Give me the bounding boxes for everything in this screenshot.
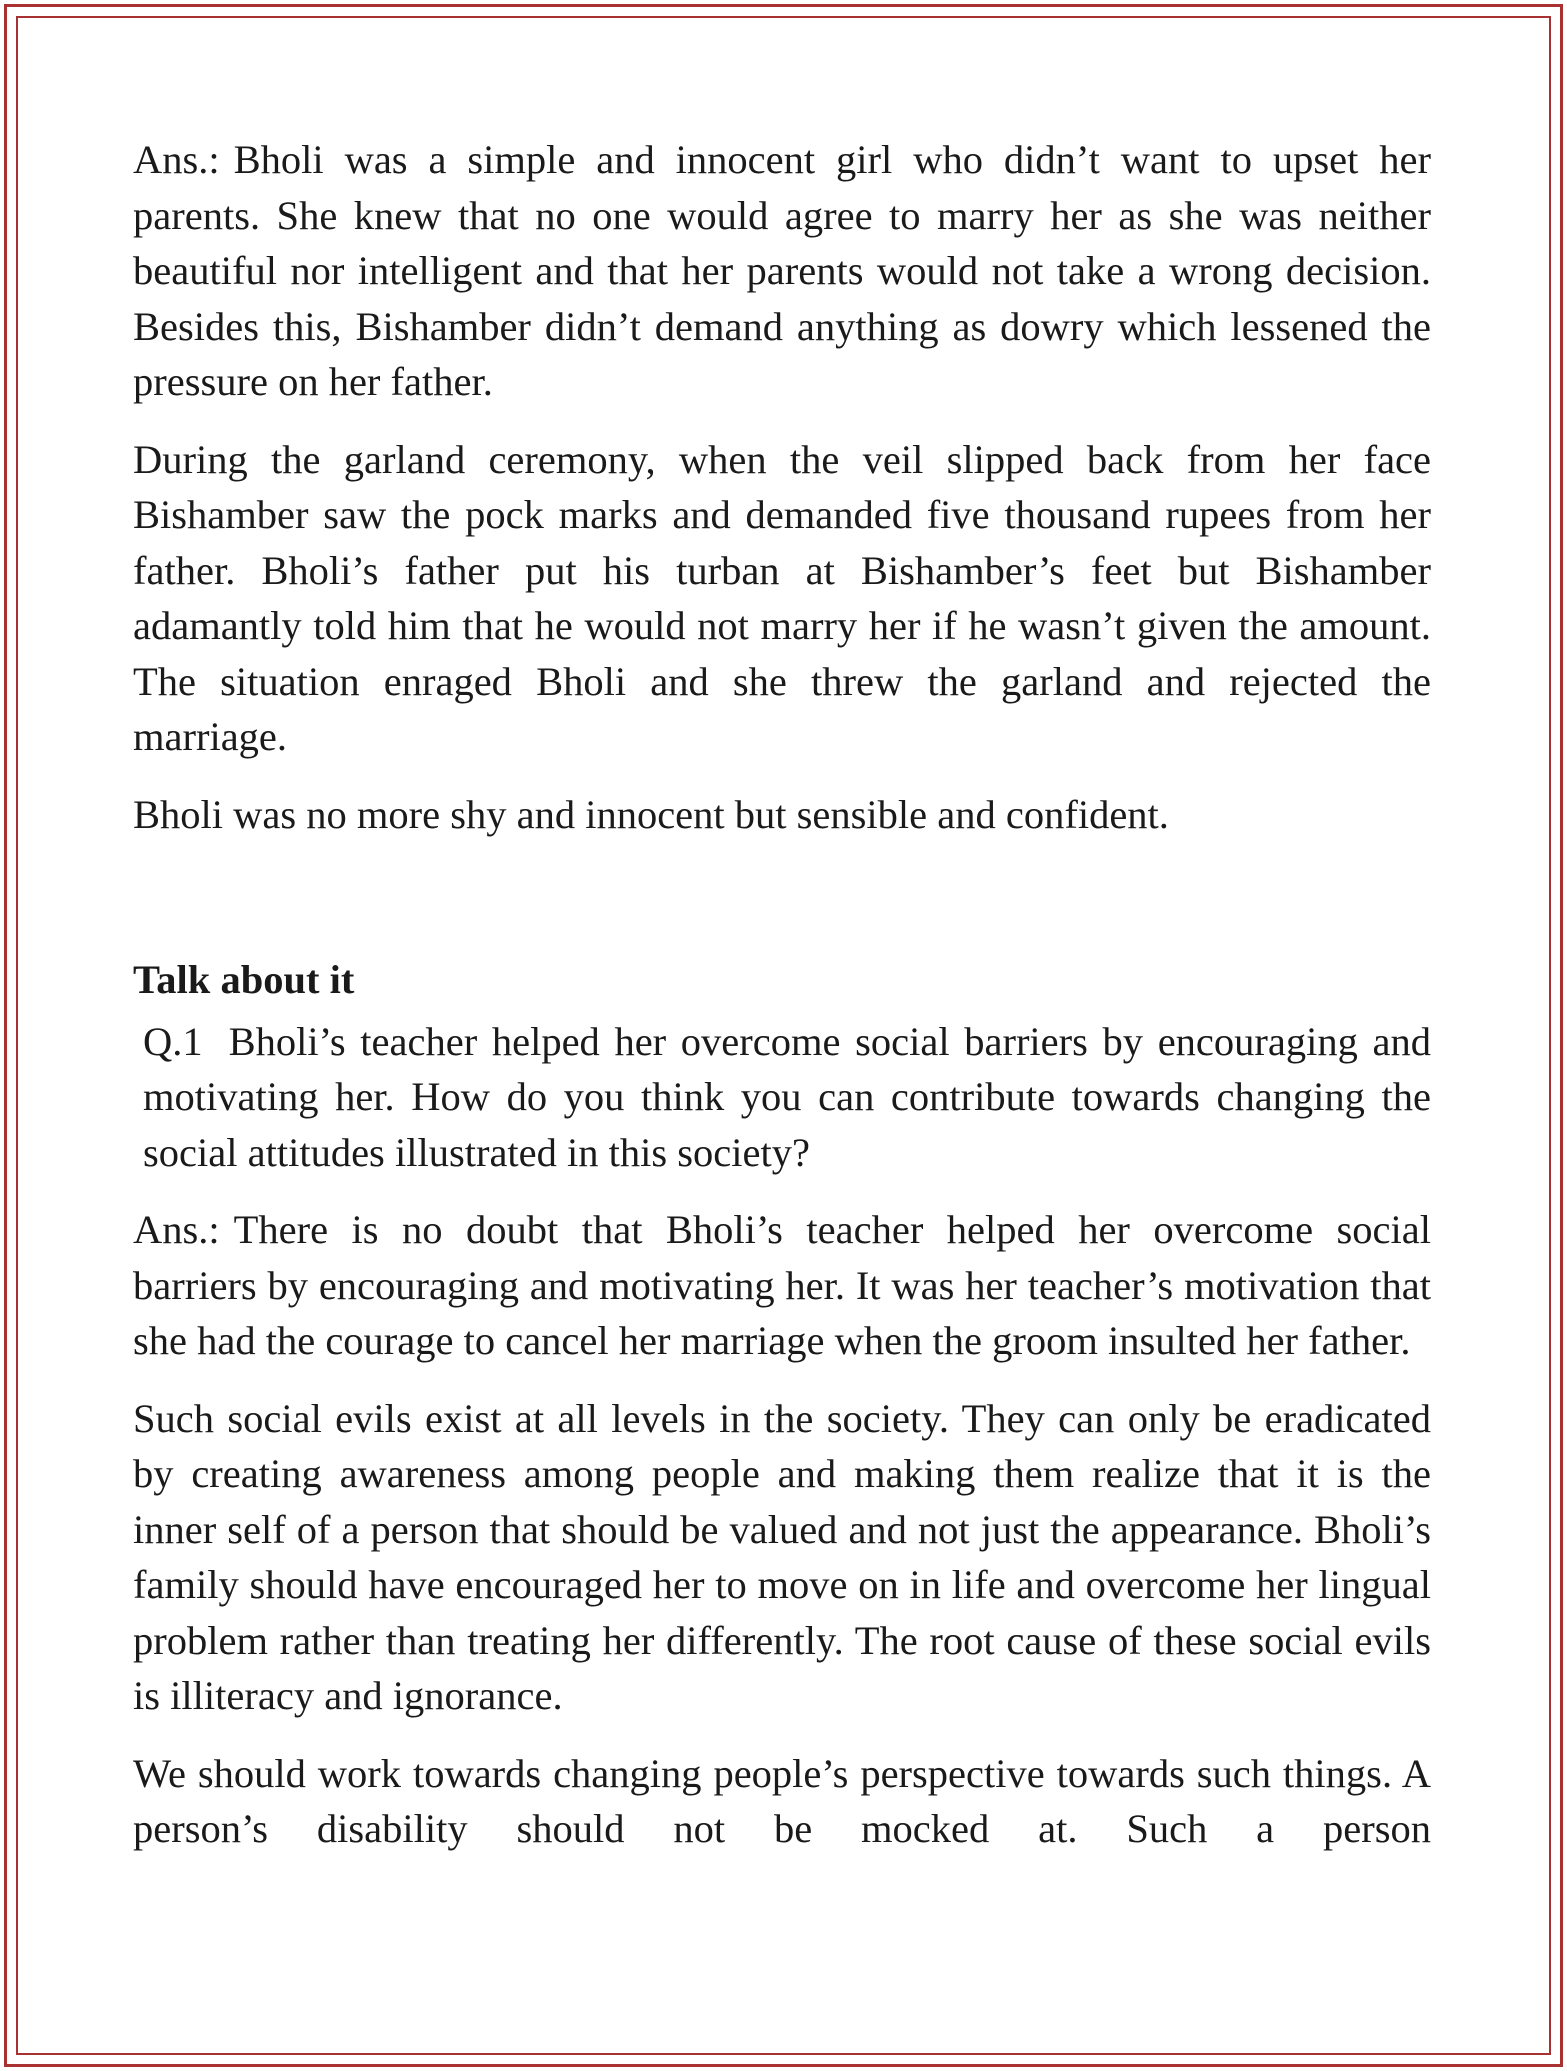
answer-paragraph-3: Bholi was no more shy and innocent but sensible and confident. xyxy=(133,791,1169,837)
document-body xyxy=(133,132,1431,1857)
answer-paragraph-5: Such social evils exist at all levels in the society. They can only be eradicated by creating awareness among people and making them realize that it is the inner self of a person that should be valued and not just the appearance. Bholi’s family should have encouraged her to move on in life and overcome her lingual problem rather than treating her differently. The root cause of these social evils is illiteracy and ignorance. xyxy=(133,1395,1431,1718)
answer-label: Ans.: xyxy=(133,137,220,182)
answer-text: There is no doubt that Bholi’s teacher helped her overcome social barriers by encouraging and motivating her. It was her teacher’s motivation that she had the courage to cancel her marriage when the groom insulted her father. xyxy=(133,1207,1431,1363)
question-number: Q.1 xyxy=(143,1018,203,1064)
answer-paragraph-6: We should work towards changing people’s perspective towards such things. A person’s disability should not be mocked at. Such a person xyxy=(133,1750,1431,1851)
answer-label: Ans.: xyxy=(133,1207,220,1252)
question-text: Bholi’s teacher helped her overcome social barriers by encouraging and motivating her. How do you think you can contribute towards changing the social attitudes illustrated in this society? xyxy=(143,1018,1431,1175)
section-heading: Talk about it xyxy=(133,957,355,1002)
answer-paragraph-1 xyxy=(133,132,1431,410)
answer-paragraph-4 xyxy=(133,1202,1431,1369)
answer-text: Bholi was a simple and innocent girl who didn’t want to upset her parents. She knew that no one would agree to marry her as she was neither beautiful nor intelligent and that her parents would not take a wrong decision. Besides this, Bishamber didn’t demand anything as dowry which lessened the pressure on her father. xyxy=(133,137,1431,404)
question-paragraph xyxy=(133,1014,1431,1181)
answer-paragraph-2: During the garland ceremony, when the veil slipped back from her face Bishamber saw the pock marks and demanded five thousand rupees from her father. Bholi’s father put his turban at Bishamber’s feet but Bishamber adamantly told him that he would not marry her if he wasn’t given the amount. The situation enraged Bholi and she threw the garland and rejected the marriage. xyxy=(133,436,1431,759)
